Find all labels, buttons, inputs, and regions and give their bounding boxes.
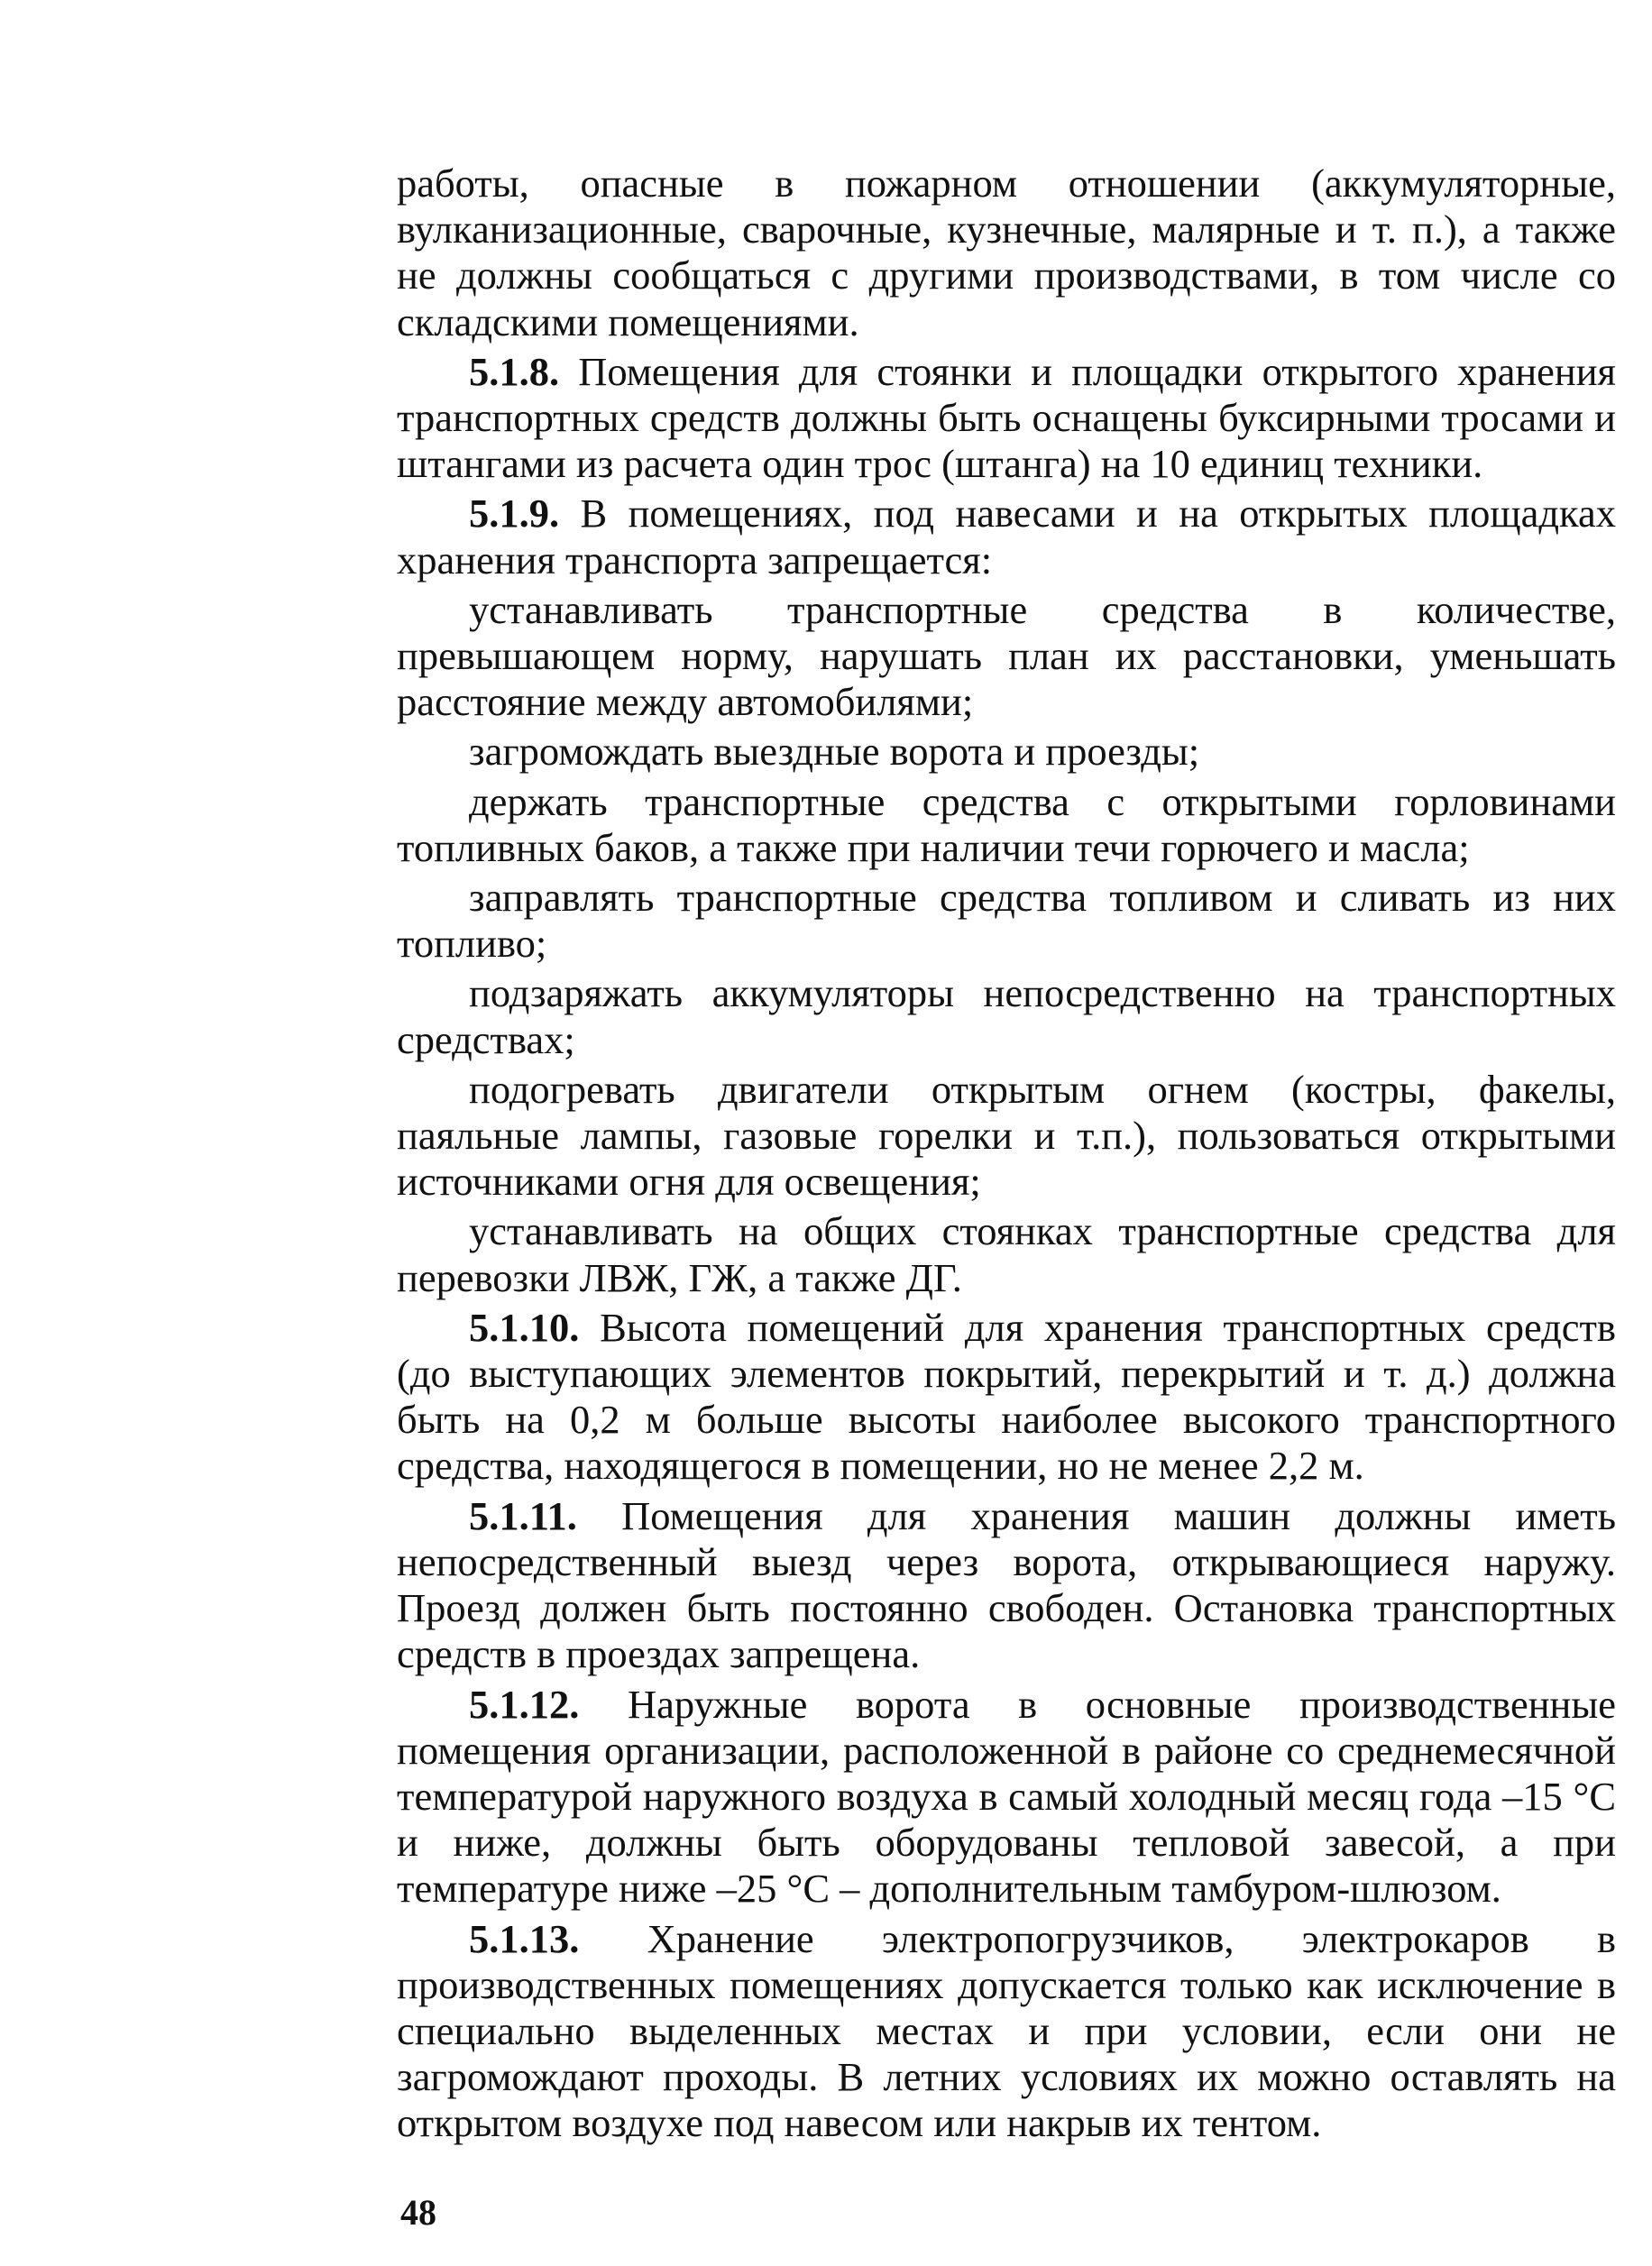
list-item: [397, 970, 1616, 1062]
paragraph-text: подзаряжать аккумуляторы непосредственно на транспортных средствах;: [397, 970, 1616, 1062]
list-item: [397, 1067, 1616, 1206]
paragraph-5-1-13: [397, 1916, 1616, 2147]
clause-number: 5.1.8.: [469, 348, 560, 394]
clause-number: 5.1.12.: [469, 1681, 580, 1727]
paragraph-text: загромождать выездные ворота и проезды;: [469, 729, 1200, 775]
paragraph-text: Помещения для хранения машин должны иметь непосредственный выезд через ворота, открывающиеся наружу. Проезд должен быть постоянно свободен. Остановка транспортных средств в проездах запрещена.: [397, 1492, 1616, 1677]
list-item: [397, 587, 1616, 726]
clause-number: 5.1.11.: [469, 1492, 577, 1538]
list-item: [397, 779, 1616, 871]
page-number: 48: [400, 2192, 436, 2233]
paragraph-text: Высота помещений для хранения транспортных средств (до выступающих элементов покрытий, перекрытий и т. д.) должна быть на 0,2 м больше высоты наиболее высокого транспортного средства, находящегося в помещении, но не менее 2,2 м.: [397, 1304, 1616, 1489]
paragraph-5-1-9: [397, 491, 1616, 583]
paragraph-text: Хранение электропогрузчиков, электрокаров в производственных помещениях допускается только как исключение в специально выделенных местах и при условии, если они не загромождают проходы. В летних условиях их можно оставлять на открытом воздухе под навесом или накрыв их тентом.: [397, 1915, 1616, 2146]
paragraph-5-1-12: [397, 1682, 1616, 1913]
clause-number: 5.1.10.: [469, 1304, 580, 1350]
clause-number: 5.1.9.: [469, 491, 560, 537]
list-item: [397, 875, 1616, 967]
paragraph-5-1-11: [397, 1493, 1616, 1678]
paragraph-text: держать транспортные средства с открытыми горловинами топливных баков, а также при наличии течи горючего и масла;: [397, 778, 1616, 870]
paragraph-text: устанавливать на общих стоянках транспортные средства для перевозки ЛВЖ, ГЖ, а также ДГ.: [397, 1208, 1616, 1300]
paragraph-5-1-8: [397, 349, 1616, 488]
clause-number: 5.1.13.: [469, 1915, 580, 1961]
paragraph-text: В помещениях, под навесами и на открытых площадках хранения транспорта запрещается:: [397, 491, 1616, 583]
paragraph-text: устанавливать транспортные средства в количестве, превышающем норму, нарушать план их расстановки, уменьшать расстояние между автомобилями;: [397, 586, 1616, 725]
paragraph-5-1-10: [397, 1305, 1616, 1490]
paragraph-text: работы, опасные в пожарном отношении (аккумуляторные, вулканизационные, сварочные, кузнечные, малярные и т. п.), а также не должны сообщаться с другими производствами, в том числе со складскими помещениями.: [397, 161, 1616, 344]
paragraph-text: заправлять транспортные средства топливом и сливать из них топливо;: [397, 875, 1616, 967]
list-item: [397, 1208, 1616, 1300]
body-text: [397, 161, 1616, 2151]
paragraph-text: Наружные ворота в основные производственные помещения организации, расположенной в районе со среднемесячной температурой наружного воздуха в самый холодный месяц года –15 °С и ниже, должны быть оборудованы тепловой завесой, а при температуре ниже –25 °С – дополнительным тамбуром-шлюзом.: [397, 1681, 1616, 1912]
paragraph-text: Помещения для стоянки и площадки открытого хранения транспортных средств должны быть оснащены буксирными тросами и штангами из расчета один трос (штанга) на 10 единиц техники.: [397, 348, 1616, 487]
list-item: [397, 729, 1616, 775]
paragraph-text: подогревать двигатели открытым огнем (костры, факелы, паяльные лампы, газовые горелки и т.п.), пользоваться открытыми источниками огня для освещения;: [397, 1066, 1616, 1205]
paragraph-continuation: [397, 161, 1616, 345]
